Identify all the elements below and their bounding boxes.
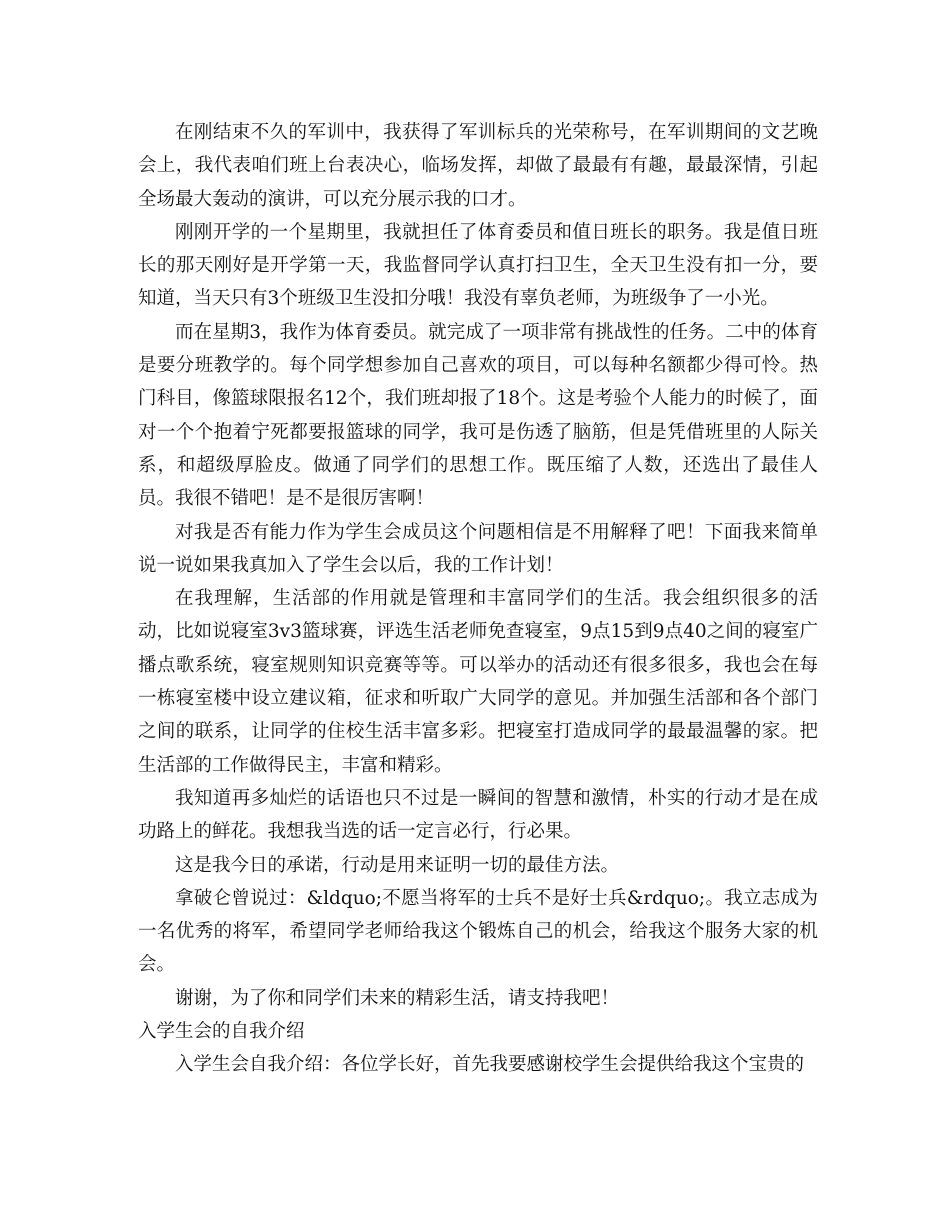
paragraph: 在刚结束不久的军训中，我获得了军训标兵的光荣称号，在军训期间的文艺晚会上，我代表咱们班上台表决心，临场发挥，却做了最最有有趣，最最深情，引起全场最大轰动的演讲，可以充分展示我的口才。: [138, 122, 818, 210]
paragraph: 对我是否有能力作为学生会成员这个问题相信是不用解释了吧！下面我来简单说一说如果我真加入了学生会以后，我的工作计划！: [138, 521, 818, 576]
paragraph: 而在星期3，我作为体育委员。就完成了一项非常有挑战性的任务。二中的体育是要分班教学的。每个同学想参加自己喜欢的项目，可以每种名额都少得可怜。热门科目，像篮球限报名12个，我们班却报了18个。这是考验个人能力的时候了，面对一个个抱着宁死都要报篮球的同学，我可是伤透了脑筋，但是凭借班里的人际关系，和超级厚脸皮。做通了同学们的思想工作。既压缩了人数，还选出了最佳人员。我很不错吧！是不是很厉害啊！: [138, 321, 818, 510]
paragraph: 这是我今日的承诺，行动是用来证明一切的最佳方法。: [175, 854, 620, 876]
document-body: [138, 116, 818, 1082]
paragraph: 在我理解，生活部的作用就是管理和丰富同学们的生活。我会组织很多的活动，比如说寝室3v3篮球赛，评选生活老师免查寝室，9点15到9点40之间的寝室广播点歌系统，寝室规则知识竞赛等等。可以举办的活动还有很多很多，我也会在每一栋寝室楼中设立建议箱，征求和听取广大同学的意见。并加强生活部和各个部门之间的联系，让同学的住校生活丰富多彩。把寝室打造成同学的最最温馨的家。把生活部的工作做得民主，丰富和精彩。: [138, 588, 818, 776]
paragraph: 谢谢，为了你和同学们未来的精彩生活，请支持我吧！: [175, 987, 620, 1009]
paragraph: 刚刚开学的一个星期里，我就担任了体育委员和值日班长的职务。我是值日班长的那天刚好是开学第一天，我监督同学认真打扫卫生，全天卫生没有扣一分，要知道，当天只有3个班级卫生没扣分哦！我没有辜负老师，为班级争了一小光。: [138, 221, 818, 310]
paragraph: 我知道再多灿烂的话语也只不过是一瞬间的智慧和激情，朴实的行动才是在成功路上的鲜花。我想我当选的话一定言必行，行必果。: [138, 787, 818, 843]
paragraph: 拿破仑曾说过：&ldquo;不愿当将军的士兵不是好士兵&rdquo;。我立志成为一名优秀的将军，希望同学老师给我这个锻炼自己的机会，给我这个服务大家的机会。: [138, 887, 818, 976]
section-heading: 入学生会的自我介绍: [138, 1021, 305, 1043]
paragraph: 入学生会自我介绍：各位学长好，首先我要感谢校学生会提供给我这个宝贵的: [175, 1054, 805, 1076]
